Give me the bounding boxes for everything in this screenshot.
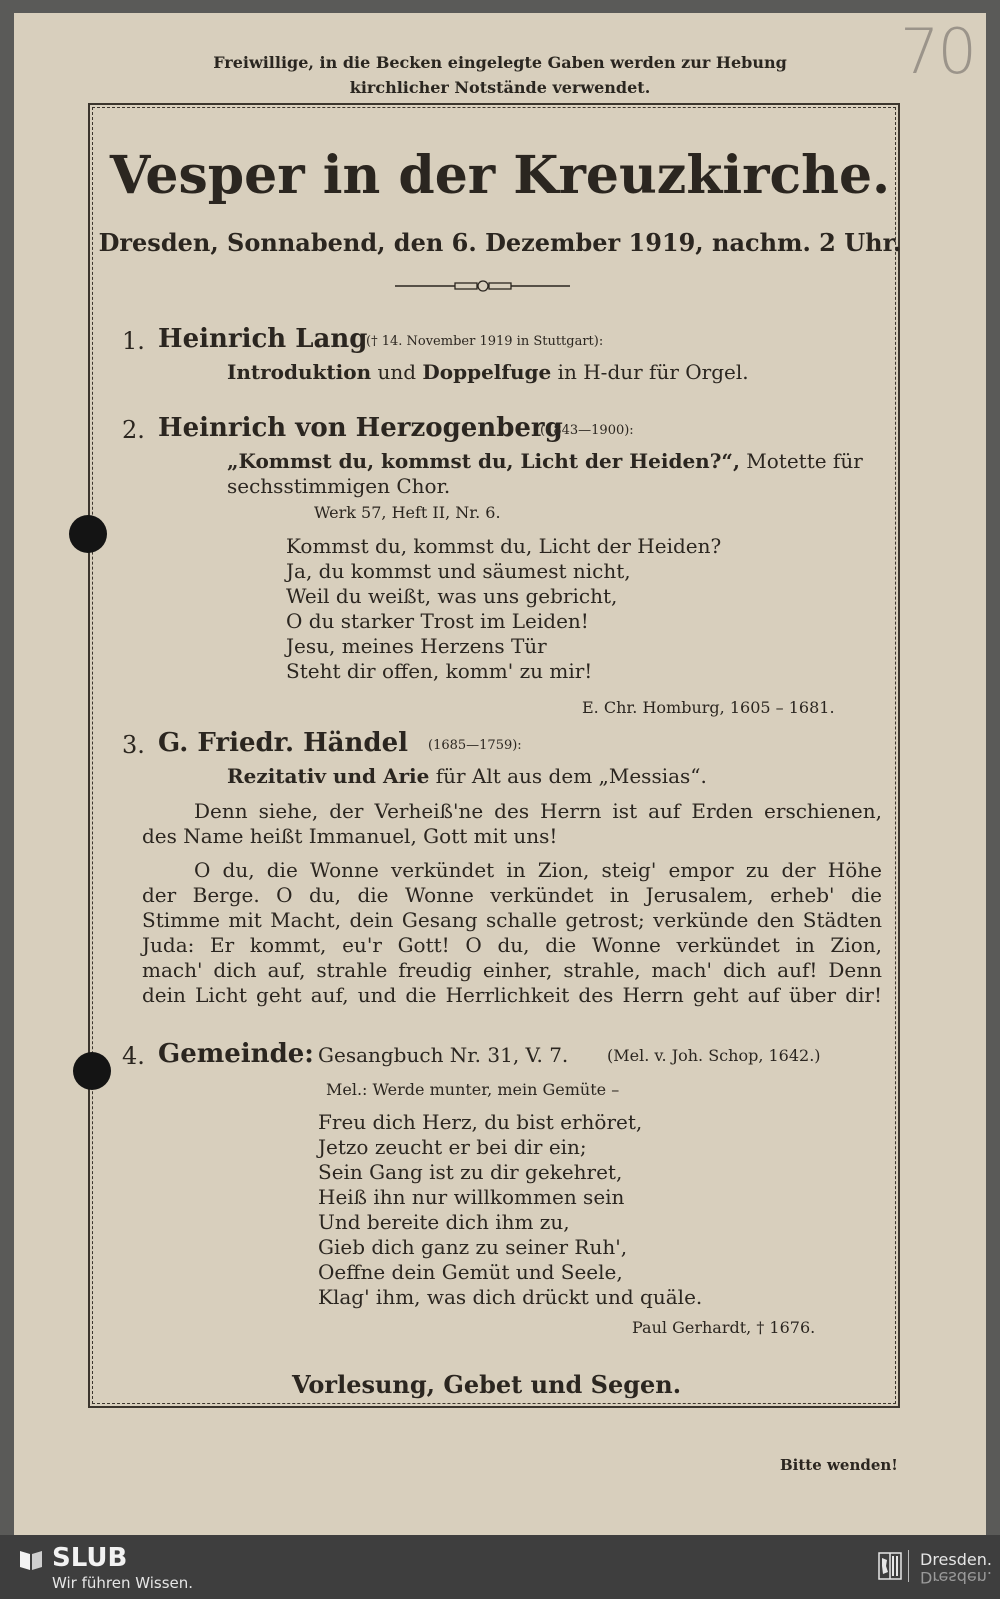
verse-line: Klag' ihm, was dich drückt und quäle. bbox=[318, 1285, 703, 1309]
verse-line: Steht dir offen, komm' zu mir! bbox=[286, 659, 593, 683]
ornament-divider bbox=[395, 276, 570, 296]
library-tagline: Wir führen Wissen. bbox=[52, 1574, 194, 1592]
city-logo-text[interactable]: Dresden. bbox=[920, 1550, 992, 1569]
verse-line: O du starker Trost im Leiden! bbox=[286, 609, 589, 633]
item-3-work-rest: für Alt aus dem „Messias“. bbox=[435, 764, 707, 788]
donation-notice-line1: Freiwillige, in die Becken eingelegte Gaben werden zur Hebung bbox=[213, 53, 787, 72]
item-2-work-line2: sechsstimmigen Chor. bbox=[227, 474, 451, 498]
closing-line: Vorlesung, Gebet und Segen. bbox=[292, 1370, 682, 1399]
item-1-work-fugue: Doppelfuge bbox=[422, 360, 552, 384]
book-icon bbox=[18, 1548, 44, 1572]
footer-divider bbox=[908, 1550, 909, 1582]
punch-hole bbox=[69, 515, 107, 553]
item-1-work-rest: in H-dur für Orgel. bbox=[557, 360, 749, 384]
item-3-para2-line: mach' dich auf, strahle freudig einher, strahle, mach' dich auf! Denn bbox=[142, 958, 882, 982]
item-3-para2-line: dein Licht geht auf, und die Herrlichkeit des Herrn geht auf über dir! bbox=[142, 983, 882, 1007]
item-3-para2-line: Stimme mit Macht, dein Gesang schalle getrost; verkünde den Städten bbox=[142, 908, 882, 932]
event-date: Dresden, Sonnabend, den 6. Dezember 1919, nachm. 2 Uhr. bbox=[98, 228, 902, 257]
punch-hole bbox=[73, 1052, 111, 1090]
item-2-number: 2. bbox=[122, 416, 145, 444]
item-2-opus: Werk 57, Heft II, Nr. 6. bbox=[314, 503, 501, 522]
item-4-number: 4. bbox=[122, 1042, 145, 1070]
verse-line: Gieb dich ganz zu seiner Ruh', bbox=[318, 1235, 628, 1259]
item-4-melody-source: (Mel. v. Joh. Schop, 1642.) bbox=[607, 1046, 821, 1065]
verse-line: Freu dich Herz, du bist erhöret, bbox=[318, 1110, 643, 1134]
item-1-work-and: und bbox=[377, 360, 417, 384]
city-logo-reflection: Dresden. bbox=[920, 1568, 992, 1587]
item-2-author: E. Chr. Homburg, 1605 – 1681. bbox=[582, 698, 835, 717]
item-3-work-title: Rezitativ und Arie bbox=[227, 764, 430, 788]
item-1-work-intro: Introduktion bbox=[227, 360, 372, 384]
verse-line: Kommst du, kommst du, Licht der Heiden? bbox=[286, 534, 722, 558]
donation-notice bbox=[0, 50, 1000, 100]
verse-line: Sein Gang ist zu dir gekehret, bbox=[318, 1160, 623, 1184]
item-2-dates: (1843—1900): bbox=[540, 423, 634, 438]
item-4-melody: Mel.: Werde munter, mein Gemüte – bbox=[326, 1080, 620, 1099]
verse-line: Ja, du kommst und säumest nicht, bbox=[286, 559, 631, 583]
library-logo-text[interactable]: SLUB bbox=[52, 1543, 128, 1573]
item-3-para1-line1: Denn siehe, der Verheiß'ne des Herrn ist auf Erden erschienen, bbox=[194, 799, 882, 823]
item-3-para2-line: O du, die Wonne verkündet in Zion, steig' empor zu der Höhe bbox=[194, 858, 882, 882]
verse-line: Und bereite dich ihm zu, bbox=[318, 1210, 570, 1234]
item-2-composer: Heinrich von Herzogenberg bbox=[158, 413, 563, 443]
item-2-verse bbox=[286, 534, 721, 684]
verse-line: Weil du weißt, was uns gebricht, bbox=[286, 584, 618, 608]
turn-page-note: Bitte wenden! bbox=[780, 1456, 898, 1474]
verse-line: Heiß ihn nur willkommen sein bbox=[318, 1185, 625, 1209]
archive-number: 70 bbox=[900, 15, 975, 88]
item-3-para2-line: Juda: Er kommt, eu'r Gott! O du, die Wonne verkündet in Zion, bbox=[142, 933, 882, 957]
item-1-number: 1. bbox=[122, 327, 145, 355]
item-3-dates: (1685—1759): bbox=[428, 738, 522, 753]
item-2-work-title: „Kommst du, kommst du, Licht der Heiden?“, bbox=[227, 449, 740, 473]
verse-line: Jesu, meines Herzens Tür bbox=[286, 634, 547, 658]
item-3-number: 3. bbox=[122, 731, 145, 759]
item-4-label: Gemeinde: bbox=[158, 1039, 314, 1069]
item-3-work bbox=[227, 764, 707, 788]
item-3-para2-line: der Berge. O du, die Wonne verkündet in Jerusalem, erheb' die bbox=[142, 883, 882, 907]
coat-of-arms-icon bbox=[878, 1552, 902, 1580]
donation-notice-line2: kirchlicher Notstände verwendet. bbox=[349, 78, 651, 97]
item-4-author: Paul Gerhardt, † 1676. bbox=[632, 1318, 816, 1337]
item-1-composer: Heinrich Lang bbox=[158, 324, 368, 354]
item-1-dates: († 14. November 1919 in Stuttgart): bbox=[366, 334, 604, 349]
item-2-work bbox=[227, 449, 863, 473]
item-3-para1-line2: des Name heißt Immanuel, Gott mit uns! bbox=[142, 824, 558, 848]
item-2-work-rest: Motette für bbox=[746, 449, 863, 473]
page-title: Vesper in der Kreuzkirche. bbox=[109, 145, 891, 206]
verse-line: Jetzo zeucht er bei dir ein; bbox=[318, 1135, 587, 1159]
item-1-work bbox=[227, 360, 749, 384]
item-4-hymnal: Gesangbuch Nr. 31, V. 7. bbox=[318, 1043, 569, 1067]
item-3-composer: G. Friedr. Händel bbox=[158, 728, 409, 758]
verse-line: Oeffne dein Gemüt und Seele, bbox=[318, 1260, 623, 1284]
item-4-verse bbox=[318, 1110, 702, 1310]
